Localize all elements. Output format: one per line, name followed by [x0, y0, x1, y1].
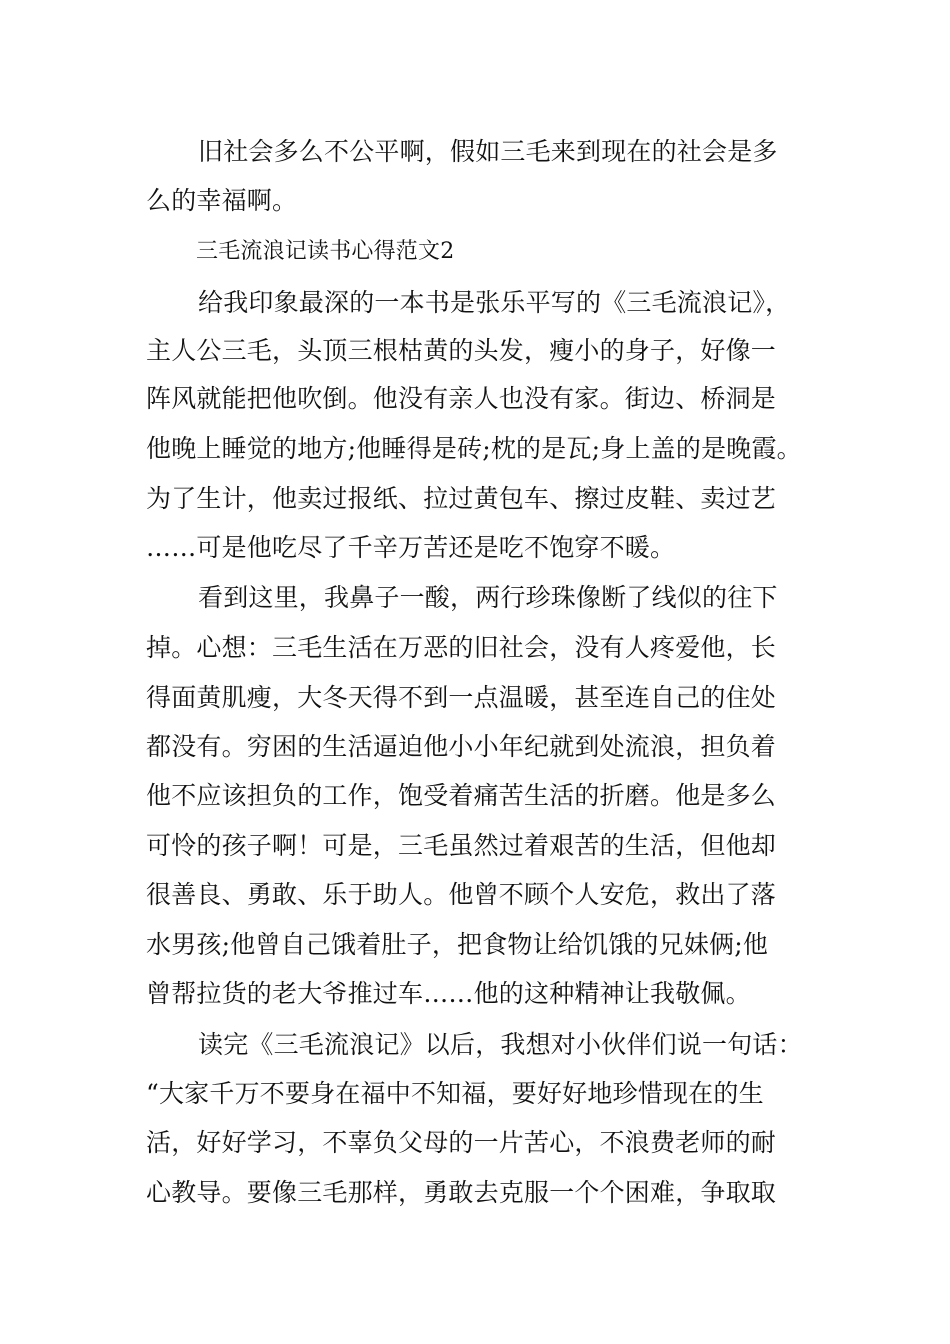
paragraph-line: 活，好好学习，不辜负父母的一片苦心，不浪费老师的耐: [146, 1128, 777, 1157]
section-heading: 三毛流浪记读书心得范文2: [196, 239, 455, 264]
paragraph-line: 主人公三毛，头顶三根枯黄的头发，瘦小的身子，好像一: [146, 336, 777, 365]
paragraph-line: 曾帮拉货的老大爷推过车……他的这种精神让我敬佩。: [146, 979, 751, 1008]
paragraph-line: 看到这里，我鼻子一酸，两行珍珠像断了线似的往下: [198, 583, 778, 612]
paragraph-line: “大家千万不要身在福中不知福，要好好地珍惜现在的生: [146, 1079, 764, 1108]
paragraph-line: ……可是他吃尽了千辛万苦还是吃不饱穿不暖。: [146, 533, 676, 562]
paragraph-line: 读完《三毛流浪记》以后，我想对小伙伴们说一句话：: [198, 1030, 803, 1059]
paragraph-line: 掉。心想：三毛生活在万恶的旧社会，没有人疼爱他，长: [146, 633, 777, 662]
paragraph-line: 水男孩;他曾自己饿着肚子，把食物让给饥饿的兄妹俩;他: [146, 930, 769, 959]
paragraph-line: 阵风就能把他吹倒。他没有亲人也没有家。街边、桥洞是: [146, 384, 777, 413]
paragraph-line: 给我印象最深的一本书是张乐平写的《三毛流浪记》，: [198, 288, 791, 317]
paragraph-line: 可怜的孩子啊！可是，三毛虽然过着艰苦的生活，但他却: [146, 831, 777, 860]
paragraph-line: 他晚上睡觉的地方;他睡得是砖;枕的是瓦;身上盖的是晚霞。: [146, 434, 802, 463]
paragraph-line: 旧社会多么不公平啊，假如三毛来到现在的社会是多: [198, 137, 778, 166]
paragraph-line: 得面黄肌瘦，大冬天得不到一点温暖，甚至连自己的住处: [146, 683, 777, 712]
paragraph-line: 他不应该担负的工作，饱受着痛苦生活的折磨。他是多么: [146, 781, 777, 810]
paragraph-line: 么的幸福啊。: [146, 186, 298, 215]
paragraph-line: 很善良、勇敢、乐于助人。他曾不顾个人安危，救出了落: [146, 880, 777, 909]
paragraph-line: 为了生计，他卖过报纸、拉过黄包车、擦过皮鞋、卖过艺: [146, 484, 777, 513]
paragraph-line: 都没有。穷困的生活逼迫他小小年纪就到处流浪，担负着: [146, 732, 777, 761]
paragraph-line: 心教导。要像三毛那样，勇敢去克服一个个困难，争取取: [146, 1178, 777, 1207]
